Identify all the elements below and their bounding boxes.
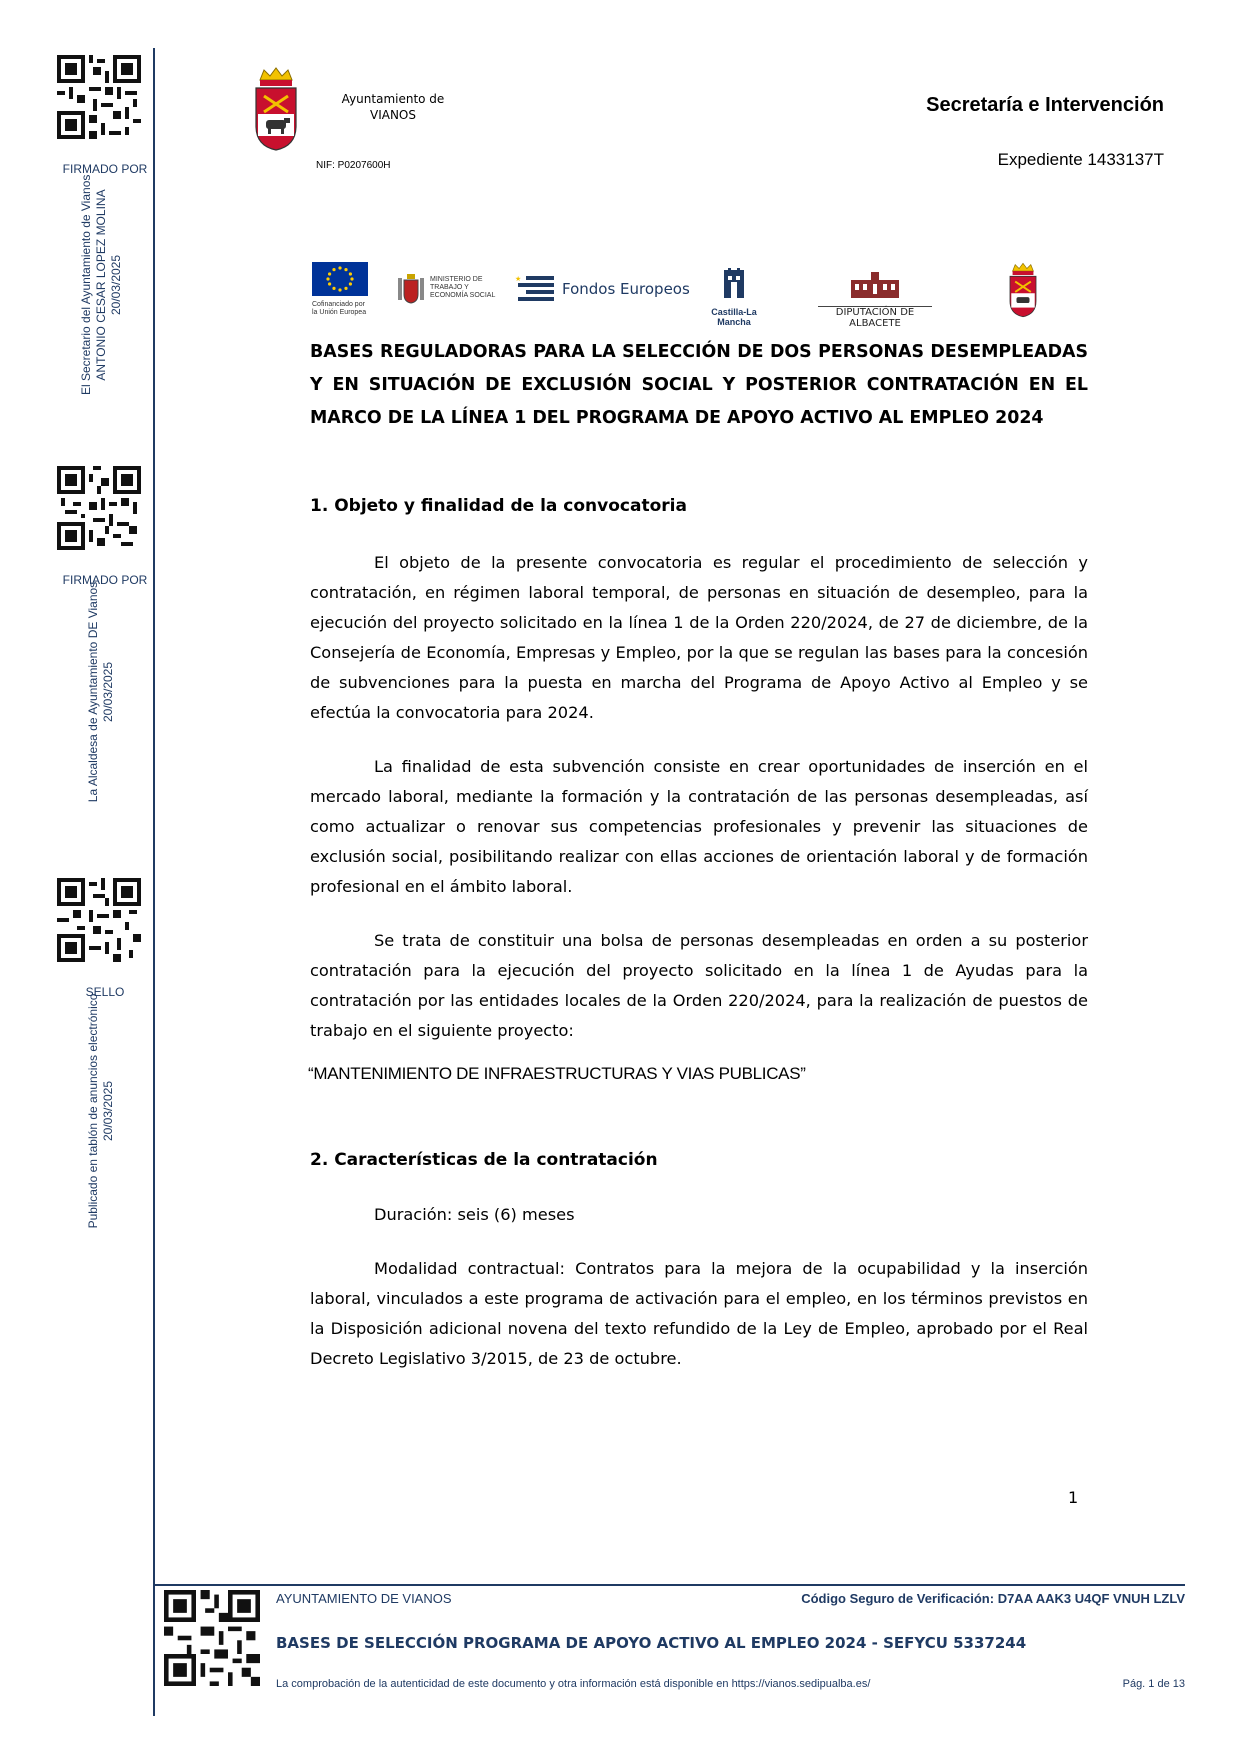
diputacion-logo	[810, 270, 940, 329]
page-number: 1	[1068, 1488, 1079, 1507]
svg-text:★: ★	[515, 275, 522, 283]
castilla-la-mancha-text: Castilla-La Mancha	[711, 307, 757, 327]
section-2-heading: 2. Características de la contratación	[310, 1150, 658, 1170]
footer-page-count: Pág. 1 de 13	[1122, 1678, 1185, 1690]
signature-1-name: ANTONIO CESAR LOPEZ MOLINA	[94, 189, 108, 381]
file-number: Expediente 1433137T	[997, 150, 1164, 169]
nif-text: NIF: P0207600H	[316, 160, 391, 171]
signature-1-label: FIRMADO POR	[62, 162, 148, 176]
diputacion-text: DIPUTACIÓN DE ALBACETE	[835, 307, 915, 329]
qr-code-icon	[57, 55, 141, 139]
section-1-heading: 1. Objeto y finalidad de la convocatoria	[310, 496, 687, 516]
footer-document-title: BASES DE SELECCIÓN PROGRAMA DE APOYO ACTIVO AL EMPLEO 2024 - SEFYCU 5337244	[276, 1634, 1027, 1652]
signature-2-text	[86, 577, 116, 807]
signature-2-role: La Alcaldesa de Ayuntamiento DE Vianos	[86, 581, 100, 803]
fondos-europeos-text: Fondos Europeos	[562, 280, 690, 298]
ministry-caption: MINISTERIO DE TRABAJO Y ECONOMÍA SOCIAL	[430, 276, 496, 299]
document-title: BASES REGULADORAS PARA LA SELECCIÓN DE DOS PERSONAS DESEMPLEADAS Y EN SITUACIÓN DE EXCLUSIÓN SOCIAL Y POSTERIOR CONTRATACIÓN EN EL MARCO DE LA LÍNEA 1 DEL PROGRAMA DE APOYO ACTIVO AL EMPLEO 2024	[310, 342, 1088, 428]
section-2-paragraph-1: Modalidad contractual: Contratos para la mejora de la ocupabilidad y la inserción laboral, vinculados a este programa de activación para el empleo, en los términos previstos en la Disposición adicional novena del texto refundido de la Ley de Empleo, aprobado por el Real Decreto Legislativo 3/2015, de 23 de octubre.	[310, 1259, 1088, 1368]
left-margin-rule	[153, 48, 155, 1716]
signature-1-text	[79, 175, 124, 395]
section-1-paragraph-2: La finalidad de esta subvención consiste en crear oportunidades de inserción en el mercado laboral, mediante la formación y la contratación de las personas desempleadas, así como actualizar o renovar sus competencias profesionales y prevenir las situaciones de exclusión social, posibilitando realizar con ellas acciones de orientación laboral y de formación profesional en el ámbito laboral.	[310, 757, 1088, 896]
fondos-europeos-icon	[514, 274, 556, 304]
section-1-paragraph-1: El objeto de la presente convocatoria es regular el procedimiento de selección y contratación, en régimen laboral temporal, de personas en situación de desempleo, para la ejecución del proyecto solicitado en la línea 1 de la Orden 220/2024, de 27 de diciembre, de la Consejería de Economía, Empresas y Empleo, por la que se regulan las bases para la concesión de subvenciones para la puesta en marcha del Programa de Apoyo Activo al Empleo y se efectúa la convocatoria para 2024.	[310, 553, 1088, 722]
castilla-la-mancha-icon	[720, 266, 748, 302]
signature-3-text	[86, 987, 116, 1235]
fondos-europeos-logo	[514, 274, 690, 304]
signature-1-role: El Secretario del Ayuntamiento de Vianos	[79, 174, 93, 395]
coat-of-arms-small-icon	[1004, 262, 1042, 318]
eu-caption: Cofinanciado por la Unión Europea	[312, 301, 367, 316]
section-2-duration: Duración: seis (6) meses	[374, 1205, 575, 1224]
signature-2-date: 20/03/2025	[101, 661, 115, 723]
ministry-logo	[396, 272, 506, 304]
project-name: “MANTENIMIENTO DE INFRAESTRUCTURAS Y VIAS PUBLICAS”	[308, 1064, 806, 1083]
castilla-la-mancha-logo	[694, 266, 774, 327]
footer-qr-code-icon	[164, 1590, 260, 1686]
diputacion-building-icon	[845, 270, 905, 300]
municipality-line-1: Ayuntamiento de	[341, 92, 445, 106]
signature-3-label: SELLO	[85, 985, 125, 999]
signature-3-role: Publicado en tablón de anuncios electrónico	[86, 993, 100, 1229]
municipality-name	[333, 91, 453, 123]
qr-code-icon	[57, 878, 141, 962]
spain-crest-icon	[396, 272, 426, 304]
coat-of-arms-icon	[252, 66, 300, 152]
section-1-paragraph-3: Se trata de constituir una bolsa de personas desempleadas en orden a su posterior contratación para la ejecución del proyecto solicitado en la línea 1 de Ayudas para la contratación por las entidades locales de la Orden 220/2024, para la realización de puestos de trabajo en el siguiente proyecto:	[310, 931, 1088, 1040]
eu-flag-icon	[312, 262, 368, 296]
qr-code-icon	[57, 466, 141, 550]
signature-3-date: 20/03/2025	[101, 1080, 115, 1142]
footer-rule	[155, 1584, 1185, 1586]
signature-1-date: 20/03/2025	[109, 254, 123, 316]
footer-organization: AYUNTAMIENTO DE VIANOS	[276, 1591, 452, 1606]
department-title: Secretaría e Intervención	[926, 94, 1164, 116]
footer-verification-note: La comprobación de la autenticidad de este documento y otra información está disponible en https://vianos.sedipualba.es/	[276, 1678, 871, 1690]
footer-verification-code: Código Seguro de Verificación: D7AA AAK3 U4QF VNUH LZLV	[801, 1591, 1185, 1606]
eu-logo	[312, 262, 370, 317]
municipality-line-2: VIANOS	[370, 108, 416, 122]
signature-2-label: FIRMADO POR	[62, 573, 148, 587]
